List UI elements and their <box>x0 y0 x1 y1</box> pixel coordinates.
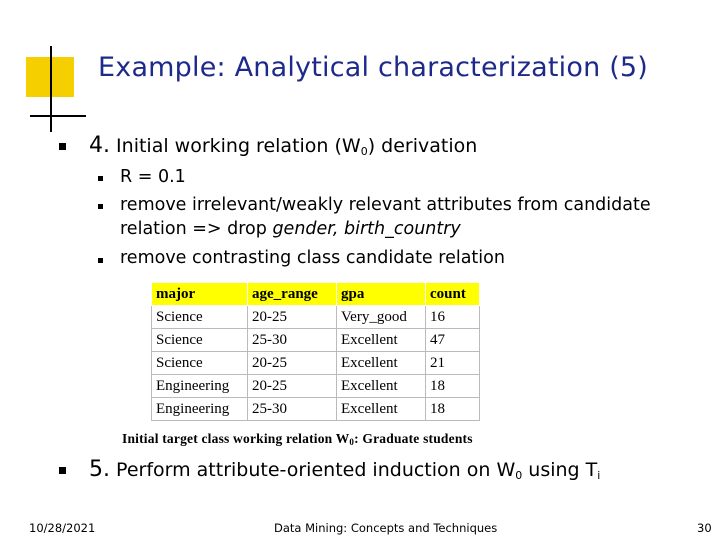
footer-source: Data Mining: Concepts and Techniques <box>274 521 498 535</box>
caption-text-post: : Graduate students <box>354 431 473 446</box>
table-cell: 20-25 <box>248 306 337 329</box>
point-4-subscript: 0 <box>360 145 368 158</box>
bullet-icon <box>59 467 66 474</box>
table-cell: 25-30 <box>248 329 337 352</box>
table-cell: 47 <box>426 329 480 352</box>
table-row <box>152 306 480 329</box>
table-row <box>152 329 480 352</box>
point-5-text-mid: using T <box>522 459 598 481</box>
table-row <box>152 375 480 398</box>
table-cell: 16 <box>426 306 480 329</box>
table-caption <box>122 431 473 447</box>
point-4-text-pre: Initial working relation (W <box>116 135 361 157</box>
table-cell: Engineering <box>152 398 248 421</box>
table-row <box>152 352 480 375</box>
point-5-number: 5. <box>89 457 110 482</box>
subpoint-r: R = 0.1 <box>120 167 186 187</box>
sub-bullet-icon <box>98 258 103 263</box>
relation-table <box>151 282 480 421</box>
table-cell: Excellent <box>337 375 426 398</box>
table-cell: 20-25 <box>248 352 337 375</box>
horizontal-accent-line <box>30 115 86 117</box>
table-header: count <box>426 283 480 306</box>
caption-text-pre: Initial target class working relation W <box>122 431 350 446</box>
relation-table-body <box>152 306 480 421</box>
subpoint-contrast: remove contrasting class candidate relation <box>120 248 505 268</box>
table-header: gpa <box>337 283 426 306</box>
point-5 <box>89 457 600 482</box>
bullet-icon <box>59 143 66 150</box>
footer-page-number: 30 <box>697 521 712 535</box>
table-cell: Science <box>152 329 248 352</box>
table-cell: 21 <box>426 352 480 375</box>
subpoint-remove-line2-text: relation => drop <box>120 219 273 239</box>
relation-table-wrapper <box>151 282 480 421</box>
point-4-text-post: ) derivation <box>367 135 478 157</box>
point-4-number: 4. <box>89 133 110 158</box>
point-5-text-pre: Perform attribute-oriented induction on W <box>116 459 516 481</box>
sub-bullet-icon <box>98 176 103 181</box>
footer-date: 10/28/2021 <box>29 521 96 535</box>
table-cell: Engineering <box>152 375 248 398</box>
subpoint-remove-line1: remove irrelevant/weakly relevant attributes from candidate <box>120 195 651 215</box>
table-cell: Science <box>152 352 248 375</box>
vertical-accent-line <box>50 46 52 132</box>
table-cell: Science <box>152 306 248 329</box>
point-4 <box>89 133 477 158</box>
table-cell: Excellent <box>337 329 426 352</box>
table-cell: Excellent <box>337 352 426 375</box>
point-5-subscript-w: 0 <box>515 469 523 482</box>
caption-subscript: 0 <box>349 437 355 447</box>
table-cell: Very_good <box>337 306 426 329</box>
table-header: age_range <box>248 283 337 306</box>
table-cell: 18 <box>426 375 480 398</box>
table-cell: 20-25 <box>248 375 337 398</box>
table-header: major <box>152 283 248 306</box>
subpoint-remove-line2-italic: gender, birth_country <box>272 219 461 239</box>
slide-title: Example: Analytical characterization (5) <box>98 52 649 83</box>
table-cell: Excellent <box>337 398 426 421</box>
subpoint-remove-line2 <box>120 216 461 242</box>
table-row <box>152 398 480 421</box>
table-cell: 18 <box>426 398 480 421</box>
point-5-subscript-t: i <box>597 469 601 482</box>
sub-bullet-icon <box>98 204 103 209</box>
table-cell: 25-30 <box>248 398 337 421</box>
